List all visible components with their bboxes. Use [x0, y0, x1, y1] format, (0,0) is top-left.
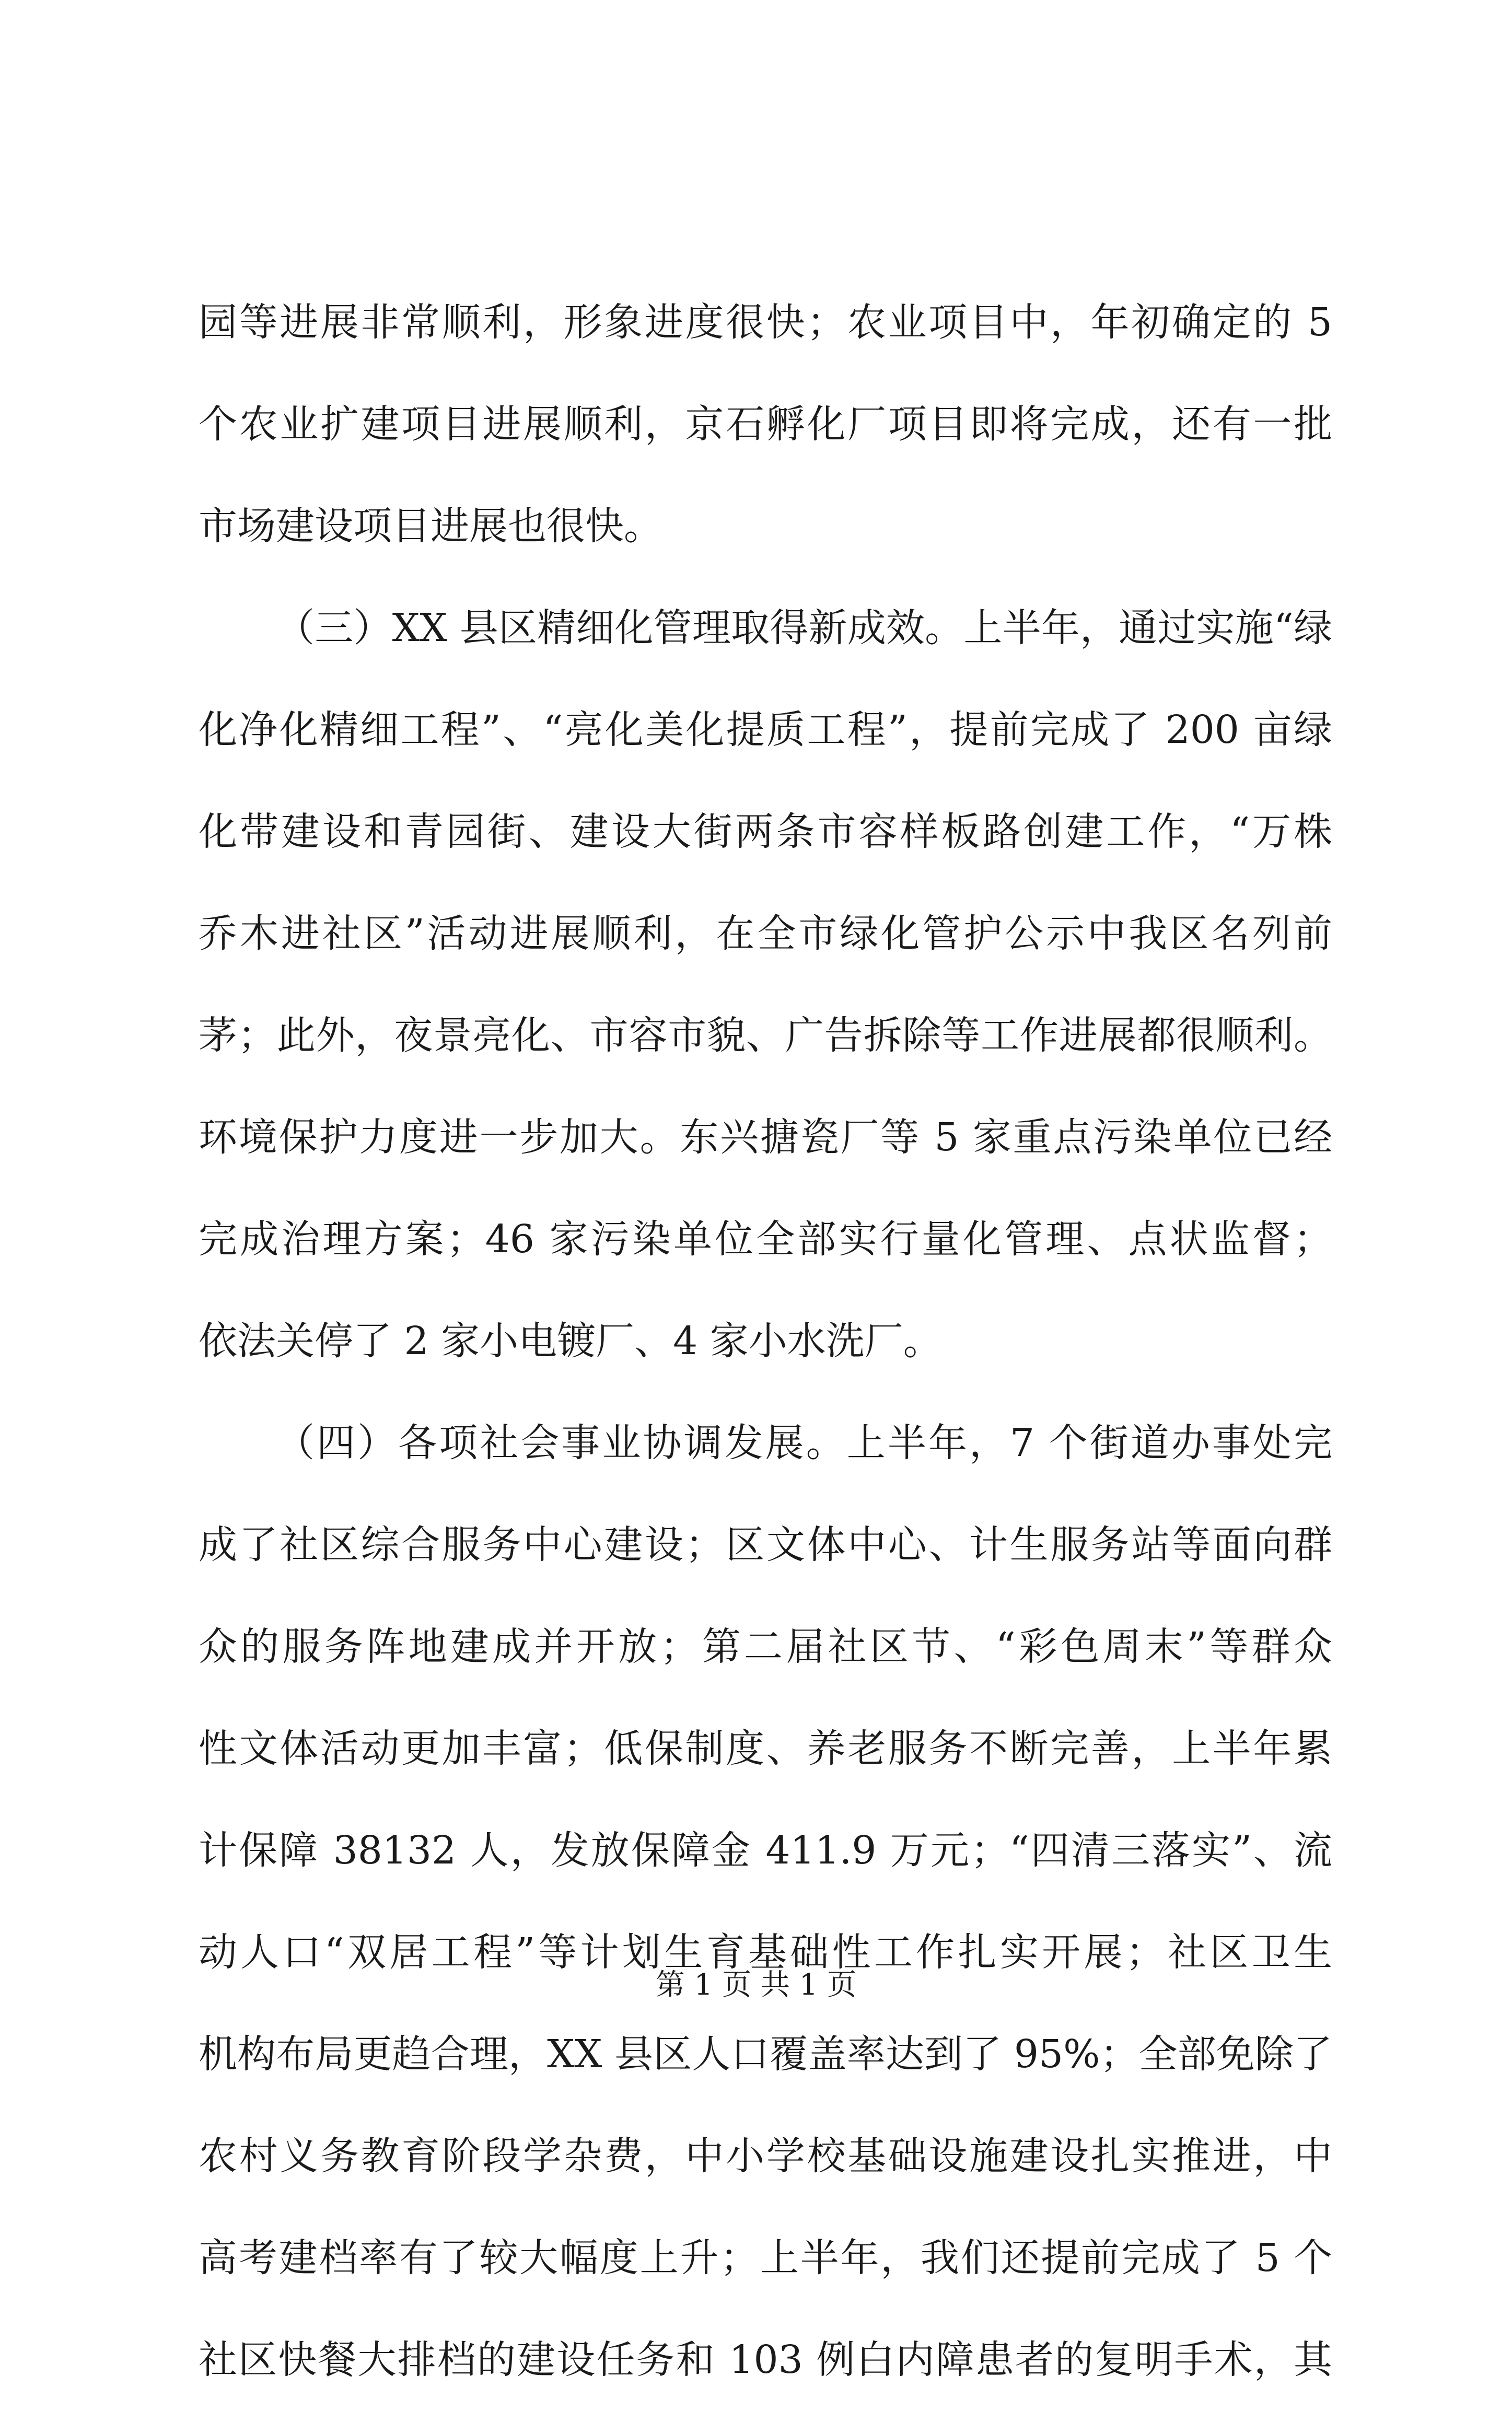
paragraph-line: 依法关停了 2 家小电镀厂、4 家小水洗厂。	[199, 1319, 942, 1364]
paragraph-line: 计保障 38132 人，发放保障金 411.9 万元；“四清三落实”、流	[199, 1828, 1332, 1873]
paragraph-line: 化带建设和青园街、建设大街两条市容样板路创建工作，“万株	[199, 809, 1332, 854]
paragraph-line: 众的服务阵地建成并开放；第二届社区节、“彩色周末”等群众	[199, 1624, 1332, 1669]
paragraph-line: 个农业扩建项目进展顺利，京石孵化厂项目即将完成，还有一批	[199, 402, 1332, 447]
paragraph-line: 完成治理方案；46 家污染单位全部实行量化管理、点状监督；	[199, 1217, 1332, 1262]
paragraph-line: 高考建档率有了较大幅度上升；上半年，我们还提前完成了 5 个	[199, 2235, 1332, 2280]
paragraph-line: 成了社区综合服务中心建设；区文体中心、计生服务站等面向群	[199, 1522, 1332, 1567]
paragraph-line: 环境保护力度进一步加大。东兴搪瓷厂等 5 家重点污染单位已经	[199, 1115, 1332, 1160]
paragraph-line: （四）各项社会事业协调发展。上半年，7 个街道办事处完	[276, 1420, 1332, 1465]
paragraph-line: 化净化精细工程”、“亮化美化提质工程”，提前完成了 200 亩绿	[199, 707, 1332, 752]
paragraph-line: 市场建设项目进展也很快。	[199, 504, 662, 549]
paragraph-line: 动人口“双居工程”等计划生育基础性工作扎实开展；社区卫生	[199, 1930, 1332, 1975]
paragraph-line: 社区快餐大排档的建设任务和 103 例白内障患者的复明手术，其	[199, 2337, 1332, 2382]
paragraph-line: 乔木进社区”活动进展顺利，在全市绿化管护公示中我区名列前	[199, 911, 1332, 956]
page-footer	[0, 1964, 1512, 2006]
page-number-label: 第 1 页 共 1 页	[655, 1968, 857, 2002]
paragraph-line: 农村义务教育阶段学杂费，中小学校基础设施建设扎实推进，中	[199, 2134, 1332, 2179]
paragraph-line: 性文体活动更加丰富；低保制度、养老服务不断完善，上半年累	[199, 1726, 1332, 1771]
paragraph-line: （三）XX 县区精细化管理取得新成效。上半年，通过实施“绿	[276, 605, 1332, 650]
paragraph-line: 茅；此外，夜景亮化、市容市貌、广告拆除等工作进展都很顺利。	[199, 1013, 1332, 1058]
body-text	[199, 272, 1332, 2411]
paragraph-line: 机构布局更趋合理，XX 县区人口覆盖率达到了 95%；全部免除了	[199, 2032, 1332, 2077]
paragraph-line: 园等进展非常顺利，形象进度很快；农业项目中，年初确定的 5	[199, 300, 1332, 345]
